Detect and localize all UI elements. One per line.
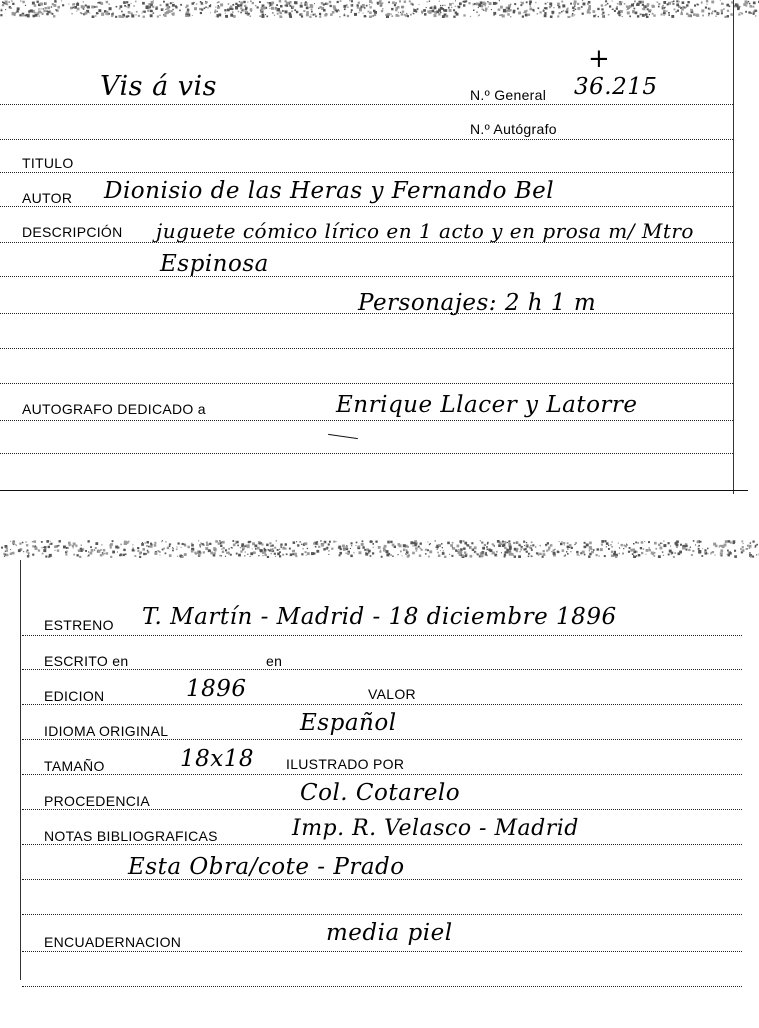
titulo-label: TITULO: [22, 155, 74, 171]
encuadernacion-label: ENCUADERNACION: [44, 934, 182, 950]
rule: [0, 139, 733, 140]
notas-value: Imp. R. Velasco - Madrid: [292, 816, 579, 841]
rule: [22, 879, 742, 880]
estreno-label: ESTRENO: [44, 617, 114, 633]
rule: [22, 809, 742, 810]
tamano-value: 18x18: [180, 746, 255, 772]
edicion-label: EDICION: [44, 688, 105, 704]
scan-noise-edge: [0, 0, 759, 18]
estreno-value: T. Martín - Madrid - 18 diciembre 1896: [142, 604, 617, 630]
procedencia-value: Col. Cotarelo: [300, 780, 461, 806]
notas-line2: Esta Obra/cote - Prado: [128, 854, 405, 880]
rule: [22, 844, 742, 845]
rule: [22, 739, 742, 740]
dedicado-label: AUTOGRAFO DEDICADO a: [22, 401, 206, 417]
scan-noise-edge: [0, 540, 759, 558]
rule: [0, 313, 733, 314]
catalog-card-bottom: [0, 540, 759, 1028]
descripcion-line1: juguete cómico lírico en 1 acto y en prosa m/ Mtro: [156, 219, 694, 243]
edicion-value: 1896: [186, 676, 247, 702]
tamano-label: TAMAÑO: [44, 758, 105, 774]
catalog-card-top: [0, 0, 759, 494]
notas-label: NOTAS BIBLIOGRAFICAS: [44, 828, 218, 844]
escrito-label: ESCRITO en: [44, 653, 129, 669]
title-handwritten: Vis á vis: [100, 71, 218, 102]
rule: [0, 383, 733, 384]
general-value: 36.215: [574, 74, 658, 100]
card-left-edge: [20, 560, 21, 980]
rule: [22, 635, 742, 636]
rule: [0, 172, 733, 173]
procedencia-label: PROCEDENCIA: [44, 793, 150, 809]
encuadernacion-value: media piel: [326, 920, 453, 946]
personajes: Personajes: 2 h 1 m: [358, 290, 597, 316]
autor-label: AUTOR: [22, 190, 73, 206]
pen-stroke: [328, 434, 358, 439]
rule: [0, 276, 733, 277]
rule: [22, 774, 742, 775]
dedicado-value: Enrique Llacer y Latorre: [336, 392, 638, 418]
ilustrado-label: ILUSTRADO POR: [286, 756, 405, 772]
general-cross-mark: +: [588, 44, 611, 74]
rule: [0, 206, 733, 207]
rule: [0, 348, 733, 349]
idioma-value: Español: [300, 710, 397, 736]
card-right-edge: [733, 0, 734, 494]
rule: [22, 986, 742, 987]
idioma-label: IDIOMA ORIGINAL: [44, 723, 169, 739]
rule: [22, 951, 742, 952]
rule: [22, 669, 742, 670]
descripcion-label: DESCRIPCIÓN: [22, 224, 123, 240]
general-label: N.º General: [470, 87, 547, 103]
rule: [0, 242, 733, 243]
rule: [0, 453, 733, 454]
rule: [0, 104, 733, 105]
autografo-label: N.º Autógrafo: [470, 121, 557, 137]
escrito-en-label: en: [266, 653, 283, 669]
rule: [22, 914, 742, 915]
descripcion-line2: Espinosa: [160, 251, 269, 277]
valor-label: VALOR: [368, 686, 416, 702]
rule: [0, 420, 733, 421]
rule: [22, 704, 742, 705]
card-bottom-edge: [0, 490, 748, 491]
autor-value: Dionisio de las Heras y Fernando Bel: [104, 178, 555, 204]
